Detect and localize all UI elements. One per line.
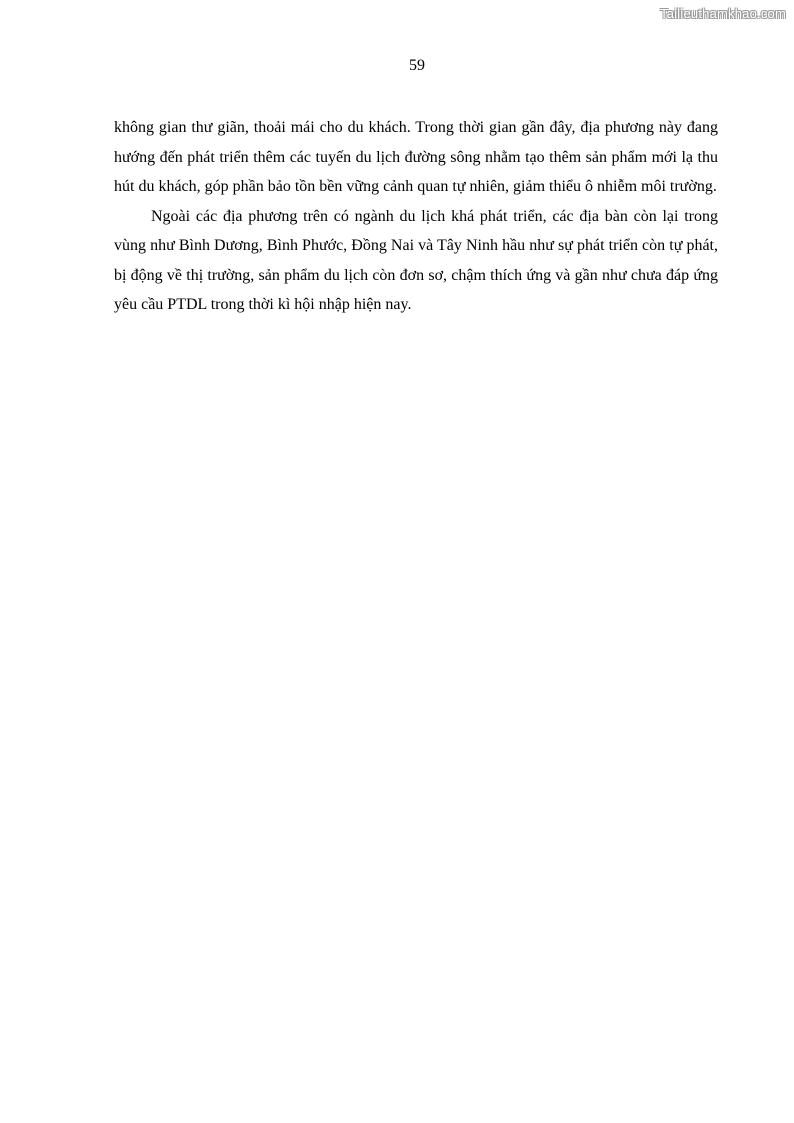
paragraph-continuation: không gian thư giãn, thoải mái cho du khách. Trong thời gian gần đây, địa phương này đang hướng đến phát triển thêm các tuyến du lịch đường sông nhằm tạo thêm sản phẩm mới lạ thu hút du khách, góp phần bảo tồn bền vững cảnh quan tự nhiên, giảm thiểu ô nhiễm môi trường. <box>114 119 718 195</box>
watermark: Tailieuthamkhao.com <box>660 6 786 21</box>
page-number: 59 <box>409 57 425 74</box>
document-body <box>114 113 718 320</box>
paragraph: Ngoài các địa phương trên có ngành du lịch khá phát triển, các địa bàn còn lại trong vùng như Bình Dương, Bình Phước, Đồng Nai và Tây Ninh hầu như sự phát triển còn tự phát, bị động về thị trường, sản phẩm du lịch còn đơn sơ, chậm thích ứng và gần như chưa đáp ứng yêu cầu PTDL trong thời kì hội nhập hiện nay. <box>114 207 718 313</box>
